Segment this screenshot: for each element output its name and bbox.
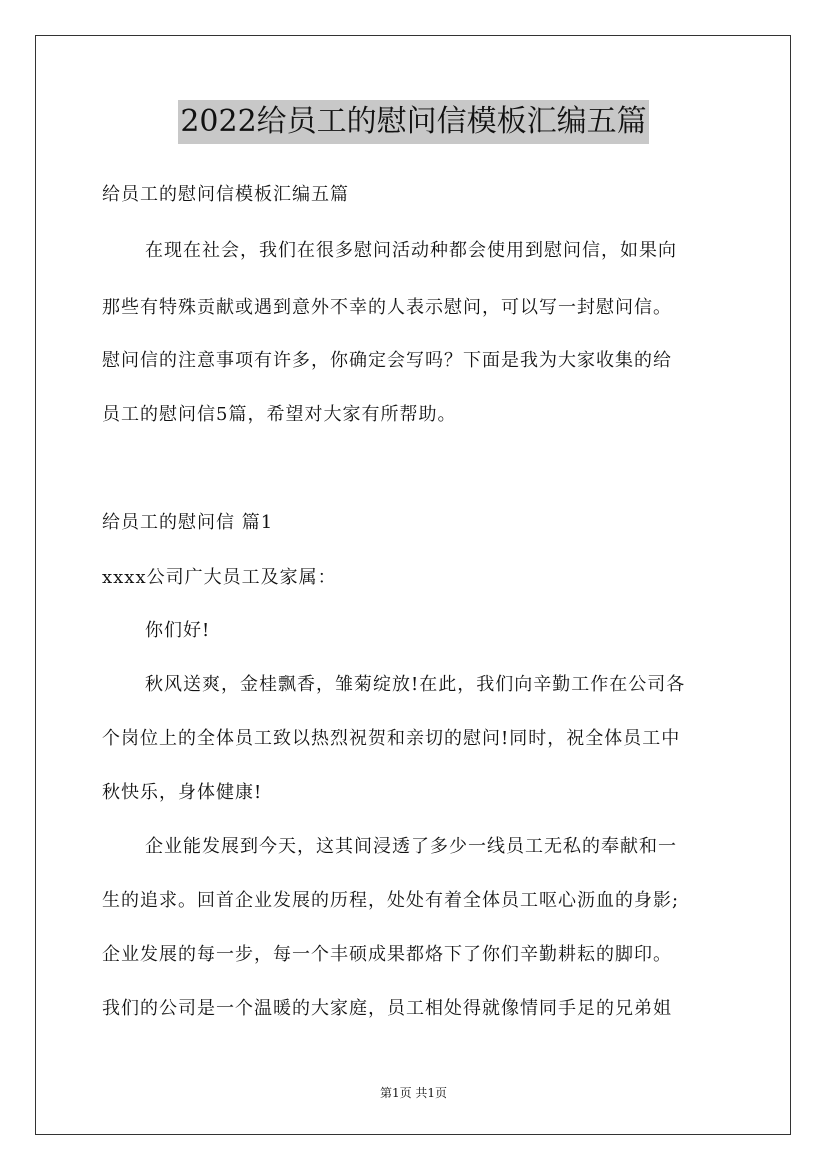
paragraph-line: 那些有特殊贡献或遇到意外不幸的人表示慰问，可以写一封慰问信。 [102, 297, 672, 318]
salutation-line: xxxx公司广大员工及家属： [102, 567, 337, 588]
subtitle-line: 给员工的慰问信模板汇编五篇 [102, 184, 349, 205]
paragraph-line: 生的追求。回首企业发展的历程，处处有着全体员工呕心沥血的身影; [102, 890, 680, 911]
paragraph-line: 企业发展的每一步，每一个丰硕成果都烙下了你们辛勤耕耘的脚印。 [102, 944, 672, 965]
paragraph-line: 慰问信的注意事项有许多，你确定会写吗？下面是我为大家收集的给 [102, 350, 672, 371]
page-footer: 第1页 共1页 [379, 1086, 448, 1100]
paragraph-line: 企业能发展到今天，这其间浸透了多少一线员工无私的奉献和一 [145, 836, 677, 857]
document-title: 2022给员工的慰问信模板汇编五篇 [178, 100, 648, 144]
paragraph-line: 秋快乐，身体健康! [102, 782, 263, 803]
title-container [0, 100, 827, 144]
paragraph-line: 我们的公司是一个温暖的大家庭，员工相处得就像情同手足的兄弟姐 [102, 998, 672, 1019]
paragraph-line: 秋风送爽，金桂飘香，雏菊绽放!在此，我们向辛勤工作在公司各 [145, 674, 686, 695]
paragraph-line: 在现在社会，我们在很多慰问活动种都会使用到慰问信，如果向 [145, 240, 677, 261]
paragraph-line: 个岗位上的全体员工致以热烈祝贺和亲切的慰问!同时，祝全体员工中 [102, 728, 681, 749]
section-heading: 给员工的慰问信 篇1 [102, 512, 274, 533]
greeting-line: 你们好! [145, 620, 211, 641]
paragraph-line: 员工的慰问信5篇，希望对大家有所帮助。 [102, 404, 457, 425]
